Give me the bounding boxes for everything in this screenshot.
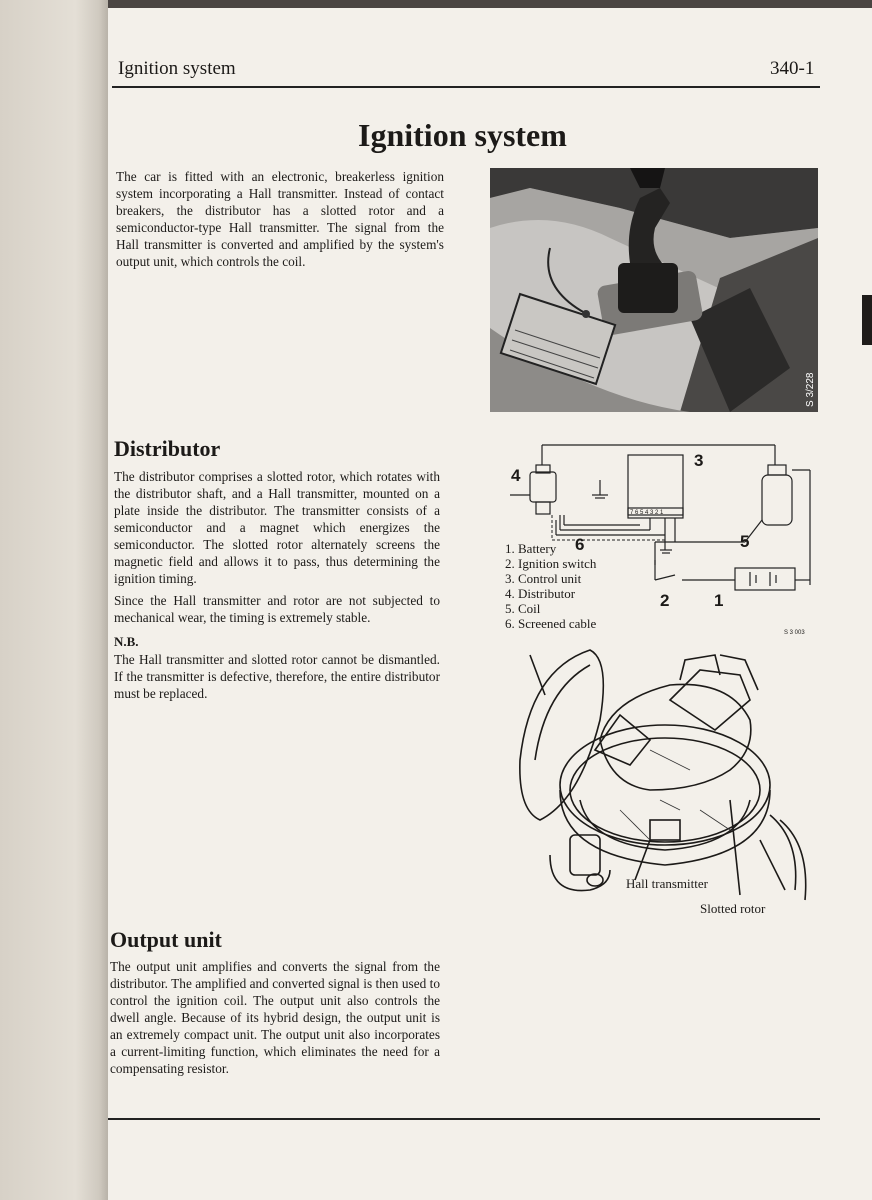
intro-paragraph: The car is fitted with an electronic, breakerless ignition system incorporating a Hall transmitter. Instead of contact breakers, the distributor has a slotted rotor and a semiconductor-type Hall transmitter. The signal from the Hall transmitter is converted and amplified by the system's output unit, which controls the coil. xyxy=(116,169,444,269)
page-number: 340-1 xyxy=(770,58,815,79)
schematic-legend xyxy=(505,541,596,631)
photo-reference-label: S 3/228 xyxy=(805,372,816,407)
book-top-edge xyxy=(0,0,872,8)
distributor-stability-paragraph: Since the Hall transmitter and rotor are not subjected to mechanical wear, the timing is extremely stable. xyxy=(114,593,440,625)
schematic-label-4: 4 xyxy=(511,466,521,485)
nb-paragraph: The Hall transmitter and slotted rotor cannot be dismantled. If the transmitter is defective, therefore, the entire distributor must be replaced. xyxy=(114,652,440,701)
distributor-paragraph: The distributor comprises a slotted rotor, which rotates with the distributor shaft, and a Hall transmitter, mounted on a plate inside the distributor. The transmitter consists of a semiconductor and a magnet which energizes the semiconductor. The slotted rotor alternately screens the magnetic field and allows it to pass, thus determining the ignition timing. xyxy=(114,469,440,586)
schematic-label-1: 1 xyxy=(714,591,724,610)
schematic-label-2: 2 xyxy=(660,591,670,610)
previous-page-edge xyxy=(0,0,108,1200)
schematic-label-5: 5 xyxy=(740,532,750,551)
schematic-label-3: 3 xyxy=(694,451,704,470)
legend-item: 5. Coil xyxy=(505,601,541,616)
footer-rule xyxy=(108,1118,820,1120)
nb-label: N.B. xyxy=(114,634,139,649)
legend-item: 2. Ignition switch xyxy=(505,556,597,571)
slotted-rotor-callout: Slotted rotor xyxy=(700,901,766,916)
legend-item: 1. Battery xyxy=(505,541,557,556)
thumb-index-tab xyxy=(862,295,872,345)
legend-item: 3. Control unit xyxy=(505,571,582,586)
schematic-code: S 3 003 xyxy=(784,630,805,636)
output-unit-photo xyxy=(490,168,818,412)
legend-item: 6. Screened cable xyxy=(505,616,597,631)
page-title: Ignition system xyxy=(358,117,567,153)
distributor-heading: Distributor xyxy=(114,436,221,461)
running-header-title: Ignition system xyxy=(118,58,236,79)
legend-item: 4. Distributor xyxy=(505,586,576,601)
hall-transmitter-callout: Hall transmitter xyxy=(626,876,708,891)
header-rule xyxy=(112,86,820,88)
output-unit-paragraph: The output unit amplifies and converts the signal from the distributor. The amplified and converted signal is then used to control the ignition coil. The output unit also controls the dwell angle. Because of its hybrid design, the output unit is an extremely compact unit. The output unit also incorporates a current-limiting function, which eliminates the need for a compensating resistor. xyxy=(110,959,440,1076)
control-unit-terminals: 7 6 5 4 3 2 1 xyxy=(630,510,664,516)
schematic-label-6: 6 xyxy=(575,535,585,554)
output-unit-heading: Output unit xyxy=(110,927,222,952)
